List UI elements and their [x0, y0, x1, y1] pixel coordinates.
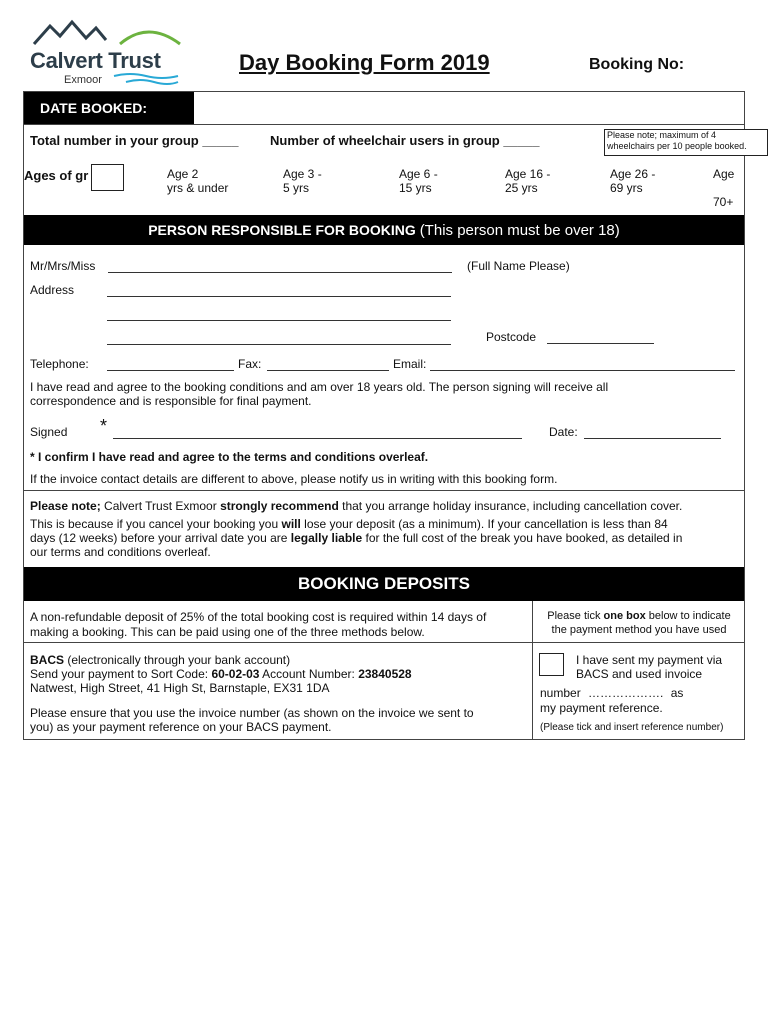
- person-heading-bar: [24, 215, 744, 245]
- signed-label: Signed: [30, 425, 68, 439]
- divider: [24, 490, 744, 491]
- total-number-field[interactable]: Total number in your group _____: [30, 133, 239, 148]
- as-label: as: [670, 686, 684, 700]
- number-label: number: [540, 686, 581, 700]
- ensure-line2: you) as your payment reference on your BACS payment.: [30, 720, 332, 734]
- insurance-legally: legally liable: [290, 531, 363, 545]
- bacs-desc: (electronically through your bank account): [64, 653, 291, 667]
- insurance-para-2-line1: [30, 517, 668, 531]
- age-group-4: [505, 167, 550, 195]
- address-line-2-input[interactable]: [107, 307, 451, 321]
- divider: [24, 124, 744, 125]
- date-booked-label: DATE BOOKED:: [40, 100, 148, 116]
- telephone-label: Telephone:: [30, 357, 89, 371]
- full-name-input[interactable]: [108, 259, 452, 273]
- bacs-send: Send your payment to Sort Code:: [30, 667, 212, 681]
- age-group-2-line1: Age 3 -: [283, 167, 322, 181]
- page-title: Day Booking Form 2019: [239, 50, 490, 75]
- bacs-sent-hint: (Please tick and insert reference number): [540, 722, 724, 733]
- insurance-please-note: Please note;: [30, 499, 101, 513]
- date-input[interactable]: [584, 425, 721, 439]
- bacs-sent-line4: my payment reference.: [540, 701, 663, 715]
- insurance-org: Calvert Trust Exmoor: [100, 499, 221, 513]
- account-label: Account Number:: [259, 667, 359, 681]
- mountain-logo-icon: [28, 18, 188, 50]
- ages-checkbox[interactable]: [91, 164, 124, 191]
- postcode-input[interactable]: [547, 330, 654, 344]
- age-group-1-line2: yrs & under: [167, 181, 229, 195]
- deposit-intro-line1: A non-refundable deposit of 25% of the total booking cost is required within 14 days of: [30, 610, 487, 624]
- deposit-intro-line2: making a booking. This can be paid using one of the three methods below.: [30, 625, 425, 639]
- bacs-sent-line1: I have sent my payment via: [576, 653, 723, 667]
- bacs-sent-line2: BACS and used invoice: [576, 667, 703, 681]
- wheelchair-note-line2: wheelchairs per 10 people booked.: [607, 141, 747, 151]
- date-booked-field[interactable]: [194, 92, 744, 124]
- age-group-1-line1: Age 2: [167, 167, 199, 181]
- age-group-1: [167, 167, 228, 195]
- agreement-text-line1: I have read and agree to the booking conditions and am over 18 years old. The person signing will receive all: [30, 380, 609, 394]
- tick-instruction: [534, 609, 744, 637]
- bacs-title: [30, 653, 290, 667]
- logo-sub: Exmoor: [64, 74, 102, 86]
- sort-code: 60-02-03: [211, 667, 260, 681]
- logo-name: Calvert Trust: [30, 48, 161, 73]
- reference-number-input[interactable]: ……………….: [588, 686, 664, 700]
- invoice-note: If the invoice contact details are different to above, please notify us in writing with this booking form.: [30, 472, 558, 486]
- insurance-para-1: [30, 499, 682, 513]
- address-line-1-input[interactable]: [107, 283, 451, 297]
- signature-input[interactable]: [113, 425, 522, 439]
- date-label: Date:: [549, 425, 578, 439]
- person-heading-note: (This person must be over 18): [419, 222, 620, 239]
- age-group-6-line2: 70+: [713, 195, 734, 209]
- bacs-sent-line3: [540, 686, 683, 700]
- ages-label: Ages of gr: [24, 168, 89, 183]
- email-label: Email:: [393, 357, 427, 371]
- full-name-hint: (Full Name Please): [467, 259, 570, 273]
- insurance-p2-b: lose your deposit (as a minimum). If your cancellation is less than 84: [300, 517, 668, 531]
- bank-address: Natwest, High Street, 41 High St, Barnstaple, EX31 1DA: [30, 681, 330, 695]
- column-divider: [532, 601, 533, 740]
- insurance-strongly: strongly recommend: [220, 499, 339, 513]
- insurance-para-2-line2: [30, 531, 682, 545]
- logo: [28, 18, 188, 88]
- address-label: Address: [30, 283, 75, 297]
- fax-label: Fax:: [238, 357, 262, 371]
- age-group-5: [610, 167, 655, 195]
- age-group-3-line2: 15 yrs: [399, 181, 432, 195]
- age-group-3: [399, 167, 438, 195]
- wheelchair-note-box: [604, 129, 768, 156]
- tick-instruction-line2: the payment method you have used: [551, 624, 727, 636]
- insurance-p2-line2-b: for the full cost of the break you have booked, as detailed in: [362, 531, 683, 545]
- insurance-will: will: [281, 517, 301, 531]
- age-group-5-line2: 69 yrs: [610, 181, 643, 195]
- insurance-para-2-line3: our terms and conditions overleaf.: [30, 545, 211, 559]
- person-heading-bold: PERSON RESPONSIBLE FOR BOOKING: [148, 222, 416, 238]
- bacs-label: BACS: [30, 653, 65, 667]
- agreement-text-line2: correspondence and is responsible for final payment.: [30, 394, 312, 408]
- deposits-heading: BOOKING DEPOSITS: [298, 574, 470, 593]
- email-input[interactable]: [430, 357, 735, 371]
- insurance-p2-a: This is because if you cancel your booking you: [30, 517, 282, 531]
- postcode-label: Postcode: [486, 330, 537, 344]
- name-label: Mr/Mrs/Miss: [30, 259, 96, 273]
- wheelchair-note-line1: Please note; maximum of 4: [607, 130, 717, 140]
- bacs-details: [30, 667, 412, 681]
- wave-icon: [112, 72, 182, 86]
- ensure-line1: Please ensure that you use the invoice number (as shown on the invoice we sent to: [30, 706, 474, 720]
- bacs-checkbox[interactable]: [539, 653, 564, 676]
- age-group-3-line1: Age 6 -: [399, 167, 438, 181]
- age-group-2: [283, 167, 322, 195]
- divider: [24, 642, 744, 643]
- age-group-5-line1: Age 26 -: [610, 167, 656, 181]
- age-group-6-line1: Age: [713, 167, 735, 181]
- fax-input[interactable]: [267, 357, 389, 371]
- wheelchair-number-field[interactable]: Number of wheelchair users in group _____: [270, 133, 540, 148]
- form-frame: [23, 91, 745, 740]
- age-group-4-line1: Age 16 -: [505, 167, 551, 181]
- tick-instruction-line1: Please tick one box below to indicate: [547, 610, 731, 622]
- signature-asterisk: *: [100, 416, 108, 436]
- deposits-heading-bar: [24, 567, 744, 601]
- booking-no-label: Booking No:: [589, 56, 685, 73]
- address-line-3-input[interactable]: [107, 331, 451, 345]
- confirm-terms-text: * I confirm I have read and agree to the terms and conditions overleaf.: [30, 450, 429, 464]
- age-group-2-line2: 5 yrs: [283, 181, 310, 195]
- telephone-input[interactable]: [107, 357, 234, 371]
- date-booked-label-bar: [24, 92, 194, 124]
- age-group-4-line2: 25 yrs: [505, 181, 538, 195]
- insurance-p2-line2-a: days (12 weeks) before your arrival date you are: [30, 531, 291, 545]
- account-number: 23840528: [358, 667, 412, 681]
- insurance-end: that you arrange holiday insurance, including cancellation cover.: [338, 499, 683, 513]
